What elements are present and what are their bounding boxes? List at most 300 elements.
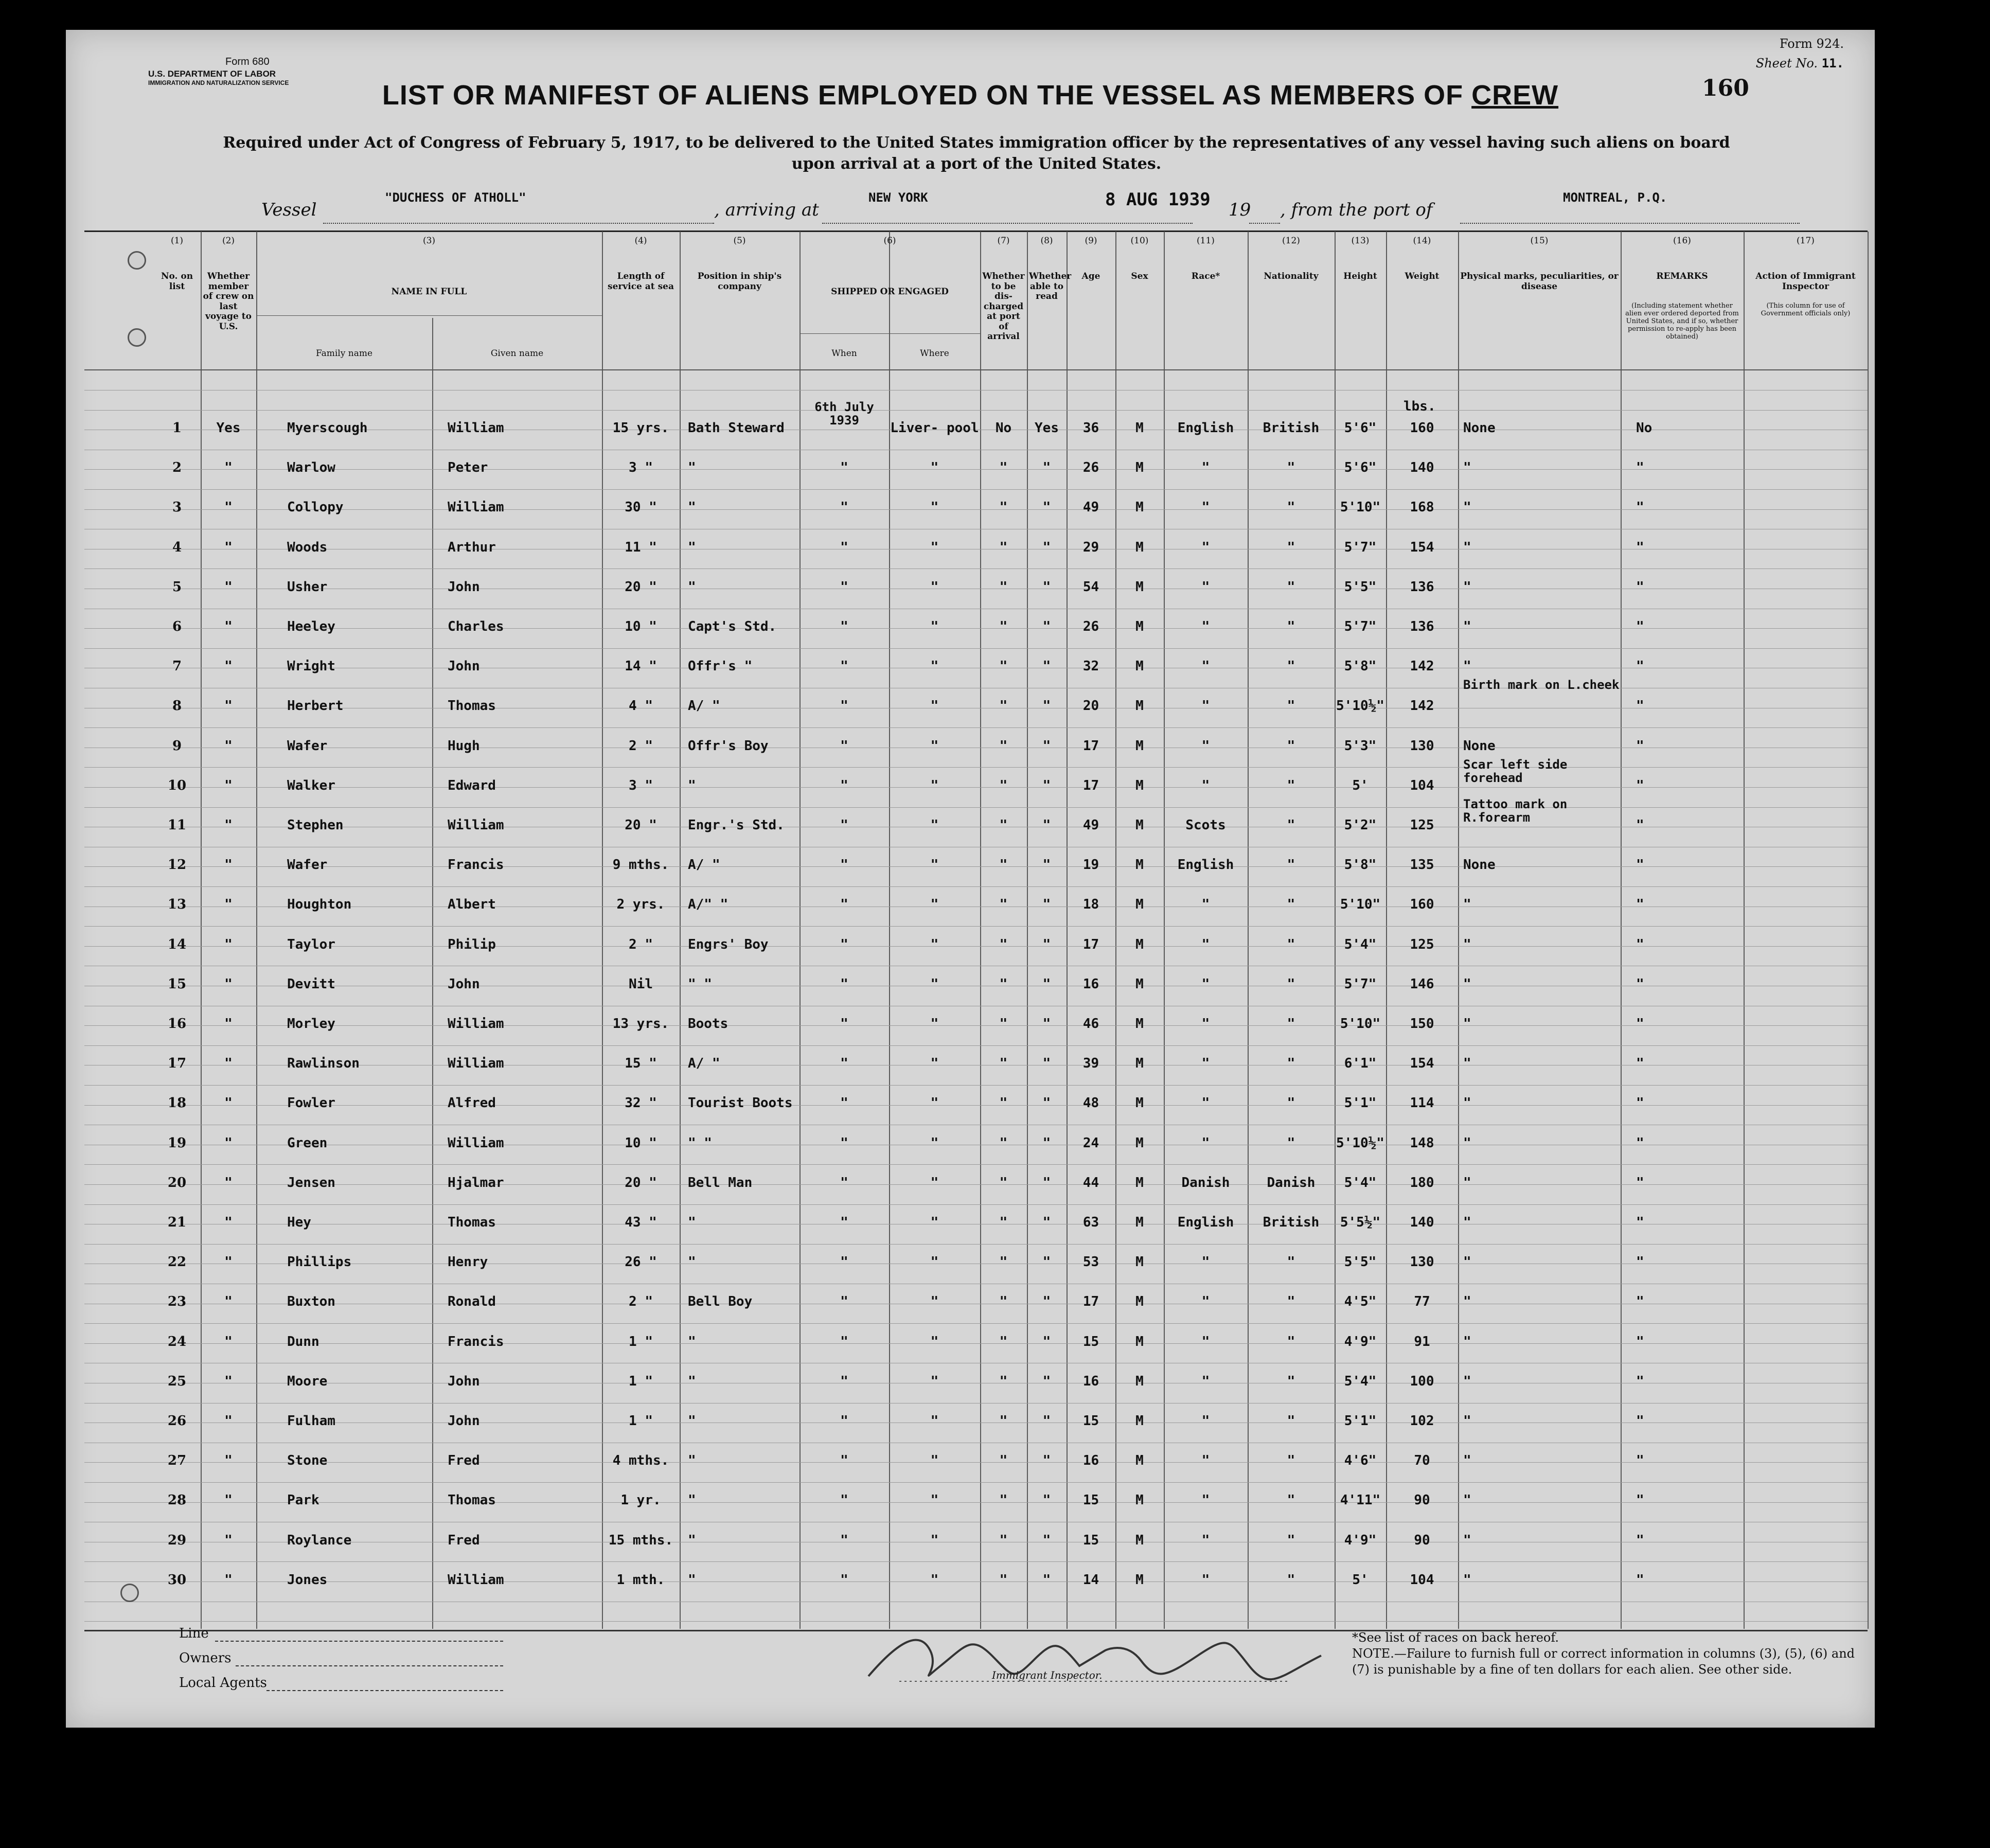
cell-discharged: " [999,738,1008,754]
cell-height: 5'10" [1340,500,1381,516]
cell-height: 5'1" [1344,1095,1377,1111]
cell-given: Henry [448,1254,488,1270]
cell-service: 15 yrs. [612,420,669,436]
header-rule [84,369,1868,370]
cell-given: William [448,500,504,516]
cell-position: " [688,1453,696,1469]
cell-read: " [1042,818,1051,833]
cell-nationality: " [1287,579,1295,595]
arrival-date: 8 AUG 1939 [1105,189,1211,210]
cell-discharged: " [999,1453,1008,1469]
cell-sex: M [1135,698,1144,714]
cell-race: " [1201,659,1210,674]
sub-header-rule [799,333,980,334]
cell-remarks: " [1636,619,1644,634]
cell-race: English [1177,857,1234,873]
column-number: (17) [1797,236,1815,246]
cell-where: " [930,1135,939,1151]
cell-position: " [688,500,696,516]
cell-discharged: " [999,897,1008,913]
cell-weight: 140 [1410,460,1434,476]
cell-family: Collopy [287,500,344,516]
cell-crew: " [224,1056,233,1072]
cell-race: " [1201,1254,1210,1270]
cell-no: 28 [167,1492,187,1508]
cell-crew: " [224,1334,233,1349]
column-number: (15) [1530,236,1549,246]
column-header: Physical marks, peculiarities, or disease [1460,271,1619,292]
cell-crew: " [224,1016,233,1032]
cell-height: 6'1" [1344,1056,1377,1072]
cell-position: " [688,460,696,476]
cell-nationality: " [1287,857,1295,873]
cell-age: 16 [1082,1373,1099,1389]
cell-no: 8 [172,698,182,714]
cell-race: " [1201,1334,1210,1349]
cell-discharged: " [999,1175,1008,1190]
cell-given: Francis [448,857,504,873]
cell-family: Wafer [287,738,328,754]
from-label: , from the port of [1280,200,1433,220]
cell-where: " [930,1572,939,1588]
cell-discharged: " [999,1215,1008,1230]
cell-nationality: " [1287,1294,1295,1310]
cell-read: " [1042,619,1051,634]
cell-when: " [840,777,848,793]
cell-race: " [1201,1016,1210,1032]
cell-where: " [930,1056,939,1072]
cell-position: Bell Boy [688,1294,753,1310]
cell-given: Thomas [448,1215,496,1230]
row-rule [84,1085,1868,1086]
cell-crew: " [224,1175,233,1190]
cell-remarks: " [1636,1135,1644,1151]
cell-family: Green [287,1135,328,1151]
cell-remarks: " [1636,1334,1644,1349]
cell-no: 29 [167,1532,187,1548]
cell-height: 5' [1352,1572,1369,1588]
cell-age: 16 [1082,976,1099,992]
cell-position: " [688,1532,696,1548]
cell-age: 20 [1082,698,1099,714]
cell-given: Fred [448,1453,480,1469]
cell-height: 4'9" [1344,1334,1377,1349]
cell-marks: " [1463,1294,1471,1310]
cell-read: " [1042,1254,1051,1270]
cell-service: 20 " [625,579,657,595]
cell-height: 5'2" [1344,818,1377,833]
cell-no: 18 [167,1095,187,1111]
cell-position: " [688,1254,696,1270]
cell-marks: Scar left side forehead [1463,757,1568,786]
cell-service: 20 " [625,1175,657,1190]
cell-sex: M [1135,1254,1144,1270]
cell-age: 26 [1082,460,1099,476]
cell-service: 13 yrs. [612,1016,669,1032]
cell-where: " [930,659,939,674]
cell-when: " [840,1453,848,1469]
cell-discharged: " [999,539,1008,555]
cell-marks: None [1463,857,1496,873]
cell-when: " [840,579,848,595]
cell-nationality: " [1287,1373,1295,1389]
cell-read: " [1042,857,1051,873]
cell-height: 5'7" [1344,539,1377,555]
sheet-number: 11. [1821,56,1844,71]
cell-family: Buxton [287,1294,335,1310]
cell-nationality: " [1287,539,1295,555]
cell-race: " [1201,460,1210,476]
cell-given: Alfred [448,1095,496,1111]
cell-discharged: " [999,1492,1008,1508]
binder-hole [128,251,146,270]
cell-marks: " [1463,1056,1471,1072]
cell-where: " [930,897,939,913]
cell-discharged: " [999,1016,1008,1032]
cell-nationality: " [1287,619,1295,634]
form-924-block [1756,34,1844,74]
footnote [1352,1630,1867,1678]
cell-service: Nil [629,976,653,992]
cell-sex: M [1135,579,1144,595]
sub-column-header: When [831,348,857,359]
cell-marks: " [1463,1373,1471,1389]
cell-no: 22 [167,1254,187,1270]
cell-family: Wright [287,659,335,674]
cell-no: 25 [167,1373,187,1389]
cell-when: " [840,1492,848,1508]
sub-header-rule [256,315,602,316]
cell-when: " [840,659,848,674]
cell-no: 19 [167,1135,187,1151]
cell-discharged: " [999,1135,1008,1151]
column-header: NAME IN FULL [391,287,467,297]
cell-where: " [930,1492,939,1508]
cell-discharged: " [999,460,1008,476]
cell-weight: 130 [1410,738,1434,754]
cell-family: Devitt [287,976,335,992]
cell-family: Taylor [287,936,335,952]
column-number: (10) [1130,236,1149,246]
cell-sex: M [1135,1413,1144,1429]
cell-no: 15 [167,976,187,992]
cell-position: " [688,1215,696,1230]
cell-family: Fulham [287,1413,335,1429]
cell-remarks: " [1636,1532,1644,1548]
cell-no: 17 [167,1056,187,1072]
weight-unit: lbs. [1403,399,1436,414]
cell-crew: " [224,1215,233,1230]
cell-crew: " [224,659,233,674]
cell-marks: " [1463,1453,1471,1469]
cell-nationality: " [1287,1095,1295,1111]
cell-no: 26 [167,1413,187,1429]
inspector-label: Immigrant Inspector. [992,1669,1103,1681]
cell-crew: " [224,1373,233,1389]
cell-crew: " [224,1492,233,1508]
cell-height: 5'5" [1344,1254,1377,1270]
cell-service: 4 " [629,698,653,714]
cell-family: Hey [287,1215,311,1230]
binder-hole [128,328,146,347]
cell-read: " [1042,659,1051,674]
cell-family: Herbert [287,698,344,714]
cell-marks: None [1463,738,1496,754]
cell-age: 63 [1082,1215,1099,1230]
cell-age: 29 [1082,539,1099,555]
cell-where: " [930,1095,939,1111]
cell-sex: M [1135,500,1144,516]
cell-discharged: " [999,1572,1008,1588]
year-label: 19 [1229,200,1251,220]
cell-where: " [930,1175,939,1190]
cell-given: Fred [448,1532,480,1548]
column-number: (16) [1673,236,1691,246]
cell-remarks: " [1636,857,1644,873]
cell-family: Stephen [287,818,344,833]
cell-when: " [840,619,848,634]
cell-service: 10 " [625,619,657,634]
cell-family: Warlow [287,460,335,476]
cell-position: A/ " [688,698,720,714]
cell-where: " [930,1215,939,1230]
cell-no: 30 [167,1572,187,1588]
cell-where: " [930,1254,939,1270]
cell-no: 24 [167,1334,187,1349]
cell-age: 14 [1082,1572,1099,1588]
cell-discharged: " [999,857,1008,873]
cell-marks: " [1463,1175,1471,1190]
column-rule [1868,232,1869,1629]
cell-where: " [930,936,939,952]
cell-sex: M [1135,420,1144,436]
cell-where: " [930,500,939,516]
cell-sex: M [1135,1215,1144,1230]
cell-position: " [688,1413,696,1429]
cell-age: 17 [1082,738,1099,754]
cell-family: Heeley [287,619,335,634]
cell-remarks: " [1636,659,1644,674]
cell-weight: 142 [1410,659,1434,674]
cell-weight: 154 [1410,1056,1434,1072]
column-number: (13) [1351,236,1370,246]
cell-marks: " [1463,1215,1471,1230]
cell-marks: " [1463,500,1471,516]
cell-marks: " [1463,460,1471,476]
cell-nationality: " [1287,1016,1295,1032]
column-number: (9) [1085,236,1097,246]
cell-sex: M [1135,1175,1144,1190]
cell-nationality: " [1287,460,1295,476]
cell-age: 39 [1082,1056,1099,1072]
column-number: (7) [997,236,1010,246]
cell-read: " [1042,698,1051,714]
cell-read: Yes [1035,420,1059,436]
cell-family: Roylance [287,1532,352,1548]
cell-race: " [1201,1056,1210,1072]
cell-nationality: " [1287,1492,1295,1508]
cell-age: 17 [1082,936,1099,952]
races-note: *See list of races on back hereof. [1352,1630,1559,1645]
cell-when: " [840,1254,848,1270]
cell-crew: " [224,976,233,992]
cell-weight: 90 [1414,1492,1430,1508]
cell-marks: " [1463,976,1471,992]
cell-service: 1 " [629,1413,653,1429]
cell-family: Stone [287,1453,328,1469]
cell-position: A/ " [688,1056,720,1072]
cell-read: " [1042,1215,1051,1230]
cell-height: 4'11" [1340,1492,1381,1508]
cell-nationality: " [1287,1413,1295,1429]
cell-crew: " [224,1532,233,1548]
cell-read: " [1042,1492,1051,1508]
cell-discharged: " [999,1254,1008,1270]
column-header: SHIPPED OR ENGAGED [831,287,949,297]
cell-given: John [448,976,480,992]
cell-age: 49 [1082,500,1099,516]
cell-race: " [1201,777,1210,793]
cell-height: 5'6" [1344,420,1377,436]
cell-race: " [1201,936,1210,952]
arriving-port: NEW YORK [868,190,928,205]
cell-discharged: " [999,1334,1008,1349]
cell-where: " [930,1453,939,1469]
cell-crew: " [224,579,233,595]
cell-age: 54 [1082,579,1099,595]
cell-position: Bath Steward [688,420,785,436]
cell-where: Liver- pool [890,420,979,436]
cell-remarks: " [1636,579,1644,595]
cell-given: William [448,420,504,436]
cell-sex: M [1135,659,1144,674]
cell-service: 15 " [625,1056,657,1072]
cell-sex: M [1135,1334,1144,1349]
cell-no: 27 [167,1453,187,1469]
cell-where: " [930,777,939,793]
from-dots [1460,222,1800,224]
cell-marks: " [1463,1135,1471,1151]
cell-given: Charles [448,619,504,634]
manifest-title [66,79,1875,111]
row-rule [84,727,1868,728]
cell-service: 26 " [625,1254,657,1270]
row-rule [84,1323,1868,1324]
cell-given: Edward [448,777,496,793]
cell-marks: " [1463,659,1471,674]
cell-when: " [840,1016,848,1032]
cell-where: " [930,539,939,555]
crew-table [84,230,1868,1642]
cell-service: 2 " [629,738,653,754]
arriving-dots [822,222,1193,224]
vessel-line [261,189,1805,230]
cell-discharged: " [999,1056,1008,1072]
cell-sex: M [1135,976,1144,992]
cell-sex: M [1135,1532,1144,1548]
cell-sex: M [1135,1135,1144,1151]
cell-sex: M [1135,818,1144,833]
cell-read: " [1042,1334,1051,1349]
year-dots [1249,222,1280,224]
from-port: MONTREAL, P.Q. [1563,190,1667,205]
cell-given: John [448,579,480,595]
vessel-label: Vessel [261,200,317,220]
cell-discharged: " [999,659,1008,674]
cell-nationality: British [1263,1215,1320,1230]
cell-position: " [688,579,696,595]
cell-sex: M [1135,777,1144,793]
cell-race: " [1201,738,1210,754]
cell-given: William [448,1056,504,1072]
cell-read: " [1042,1373,1051,1389]
cell-age: 15 [1082,1492,1099,1508]
row-rule [84,489,1868,490]
title-crew: CREW [1471,80,1559,111]
cell-no: 2 [172,460,182,476]
column-number: (4) [634,236,647,246]
cell-weight: 160 [1410,897,1434,913]
cell-height: 5'10½" [1336,698,1384,714]
column-header: Whether member of crew on last voyage to U.S. [203,271,254,332]
cell-race: " [1201,1095,1210,1111]
cell-nationality: " [1287,1532,1295,1548]
cell-where: " [930,1413,939,1429]
cell-no: 13 [167,897,187,913]
cell-crew: " [224,500,233,516]
cell-discharged: " [999,619,1008,634]
department-name: U.S. DEPARTMENT OF LABOR [148,69,276,79]
cell-race: " [1201,1373,1210,1389]
cell-service: 11 " [625,539,657,555]
cell-sex: M [1135,1056,1144,1072]
cell-remarks: " [1636,818,1644,833]
cell-height: 5'8" [1344,857,1377,873]
cell-when: " [840,1572,848,1588]
cell-height: 5'5" [1344,579,1377,595]
cell-when: " [840,818,848,833]
cell-remarks: " [1636,1294,1644,1310]
cell-where: " [930,1532,939,1548]
cell-crew: " [224,1413,233,1429]
cell-when: " [840,698,848,714]
cell-height: 5'10" [1340,897,1381,913]
row-rule [84,648,1868,649]
cell-sex: M [1135,1453,1144,1469]
cell-race: Scots [1185,818,1226,833]
cell-service: 15 mths. [608,1532,673,1548]
cell-remarks: " [1636,738,1644,754]
cell-read: " [1042,1453,1051,1469]
cell-nationality: " [1287,1056,1295,1072]
cell-weight: 168 [1410,500,1434,516]
cell-sex: M [1135,460,1144,476]
cell-position: Engrs' Boy [688,936,769,952]
cell-crew: " [224,738,233,754]
cell-no: 7 [172,659,182,674]
cell-service: 43 " [625,1215,657,1230]
cell-height: 5'7" [1344,619,1377,634]
cell-read: " [1042,579,1051,595]
cell-marks: " [1463,1572,1471,1588]
cell-family: Dunn [287,1334,319,1349]
cell-service: 1 " [629,1373,653,1389]
cell-height: 5'4" [1344,1175,1377,1190]
cell-remarks: " [1636,1056,1644,1072]
cell-position: " [688,1572,696,1588]
cell-remarks: " [1636,1373,1644,1389]
cell-read: " [1042,1135,1051,1151]
